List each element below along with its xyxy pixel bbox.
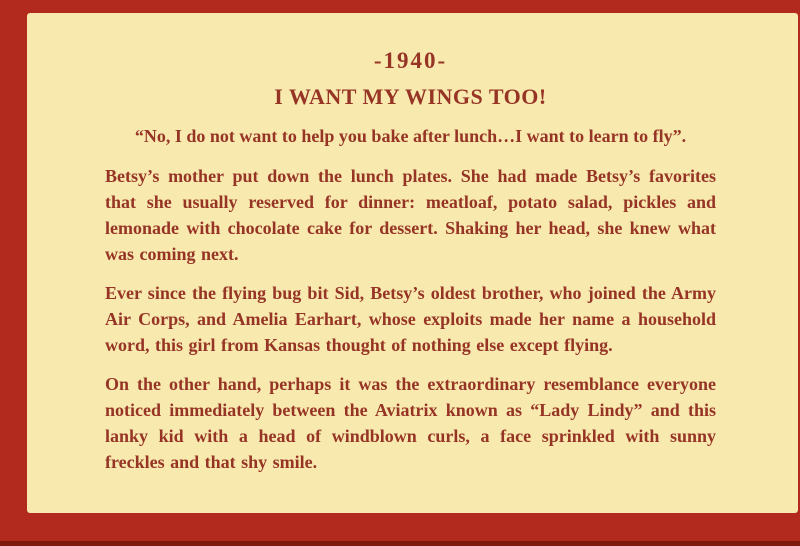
scan-bottom-edge-line	[0, 541, 800, 546]
year-heading: -1940-	[373, 48, 448, 73]
card-title: I WANT MY WINGS TOO!	[274, 84, 547, 109]
story-paragraph-3: On the other hand, perhaps it was the extraordinary resemblance everyone noticed immediately between the Aviatrix known as “Lady Lindy” and this lanky kid with a head of windblown curls, a face sprinkled with sunny freckles and that shy smile.	[105, 374, 716, 472]
opening-quote: “No, I do not want to help you bake after lunch…I want to learn to fly”.	[134, 126, 687, 146]
story-paragraph-1: Betsy’s mother put down the lunch plates. She had made Betsy’s favorites that she usually reserved for dinner: meatloaf, potato salad, pickles and lemonade with chocolate cake for dessert. Shaking her head, she knew what was coming next.	[105, 166, 716, 264]
story-card	[27, 13, 798, 513]
story-paragraph-2: Ever since the flying bug bit Sid, Betsy’s oldest brother, who joined the Army Air Corps, and Amelia Earhart, whose exploits made her name a household word, this girl from Kansas thought of nothing else except flying.	[105, 283, 716, 355]
